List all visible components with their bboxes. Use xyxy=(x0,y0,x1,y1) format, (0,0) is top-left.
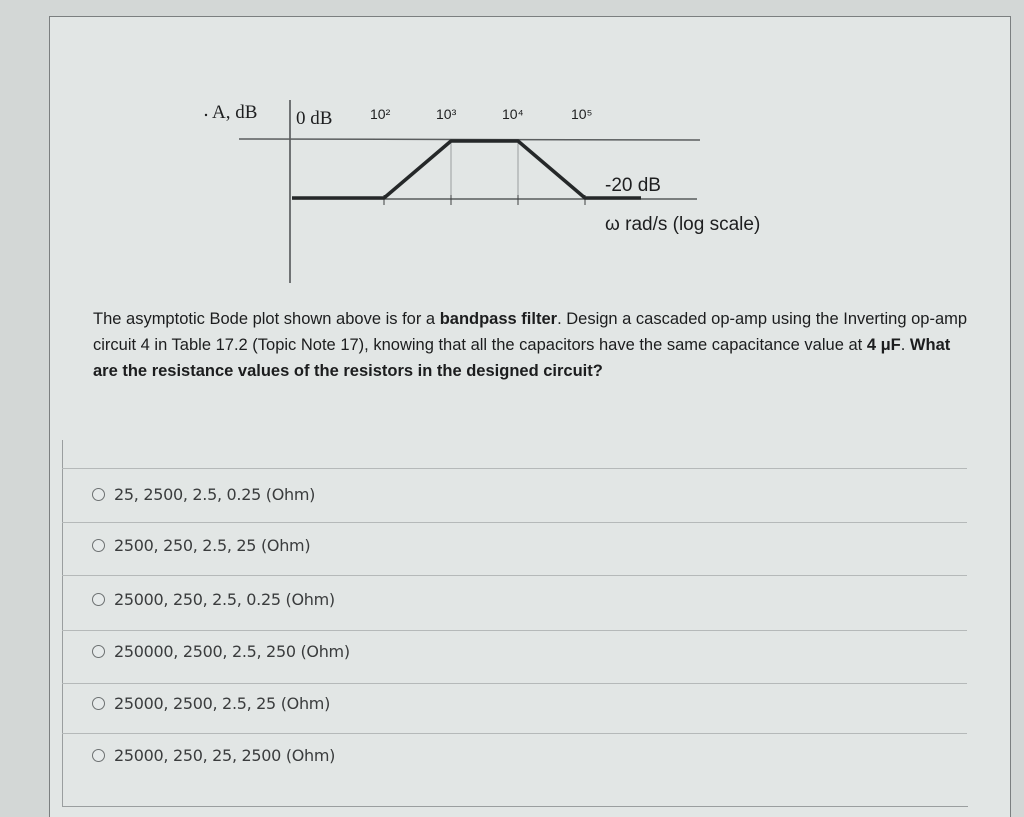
question-text xyxy=(93,306,973,384)
x-tick-label-1e3: 10³ xyxy=(436,106,457,122)
y-axis-label: A, dB xyxy=(212,102,258,123)
x-axis-label: ω rad/s (log scale) xyxy=(605,214,761,235)
question-part2: . Design a cascaded op-amp using the Inverting op-amp circuit 4 in Table 17.2 (Topic Note 17), knowing that all the capacitors have the same capacitance value at xyxy=(93,310,968,354)
radio-button-icon[interactable] xyxy=(92,697,105,710)
x-tick-label-1e2: 10² xyxy=(370,106,391,122)
option-label: 2500, 250, 2.5, 25 (Ohm) xyxy=(114,535,311,555)
option-separator xyxy=(62,683,967,684)
answer-option-5[interactable] xyxy=(92,690,330,716)
question-bold-capacitance: 4 μF xyxy=(866,336,901,354)
bode-curve xyxy=(292,141,641,198)
x-tick-label-1e5: 10⁵ xyxy=(571,106,593,122)
option-separator xyxy=(62,733,967,734)
x-tick-label-1e4: 10⁴ xyxy=(502,106,524,122)
answer-option-3[interactable] xyxy=(92,586,335,612)
option-separator xyxy=(62,575,967,576)
option-separator xyxy=(62,630,967,631)
option-label: 25, 2500, 2.5, 0.25 (Ohm) xyxy=(114,484,316,504)
question-bold-prompt: What are the resistance values of the resistors in the designed circuit? xyxy=(93,336,951,380)
bode-plot xyxy=(0,0,1024,300)
option-separator xyxy=(62,468,967,469)
answer-option-1[interactable] xyxy=(92,481,315,507)
option-label: 25000, 250, 25, 2500 (Ohm) xyxy=(114,745,336,765)
option-label: 25000, 2500, 2.5, 25 (Ohm) xyxy=(114,693,331,713)
answer-option-4[interactable] xyxy=(92,638,350,664)
radio-button-icon[interactable] xyxy=(92,593,105,606)
answer-option-2[interactable] xyxy=(92,532,310,558)
radio-button-icon[interactable] xyxy=(92,539,105,552)
radio-button-icon[interactable] xyxy=(92,749,105,762)
radio-button-icon[interactable] xyxy=(92,645,105,658)
question-bold-bandpass: bandpass filter xyxy=(439,310,558,328)
option-label: 25000, 250, 2.5, 0.25 (Ohm) xyxy=(114,589,335,609)
question-part3: . xyxy=(900,336,910,354)
option-separator xyxy=(62,522,967,523)
zero-db-label: 0 dB xyxy=(296,108,333,129)
minus20-db-label: -20 dB xyxy=(605,175,661,196)
question-part1: The asymptotic Bode plot shown above is for a xyxy=(93,310,440,328)
option-label: 250000, 2500, 2.5, 250 (Ohm) xyxy=(114,641,350,661)
answer-option-6[interactable] xyxy=(92,742,335,768)
radio-button-icon[interactable] xyxy=(92,488,105,501)
